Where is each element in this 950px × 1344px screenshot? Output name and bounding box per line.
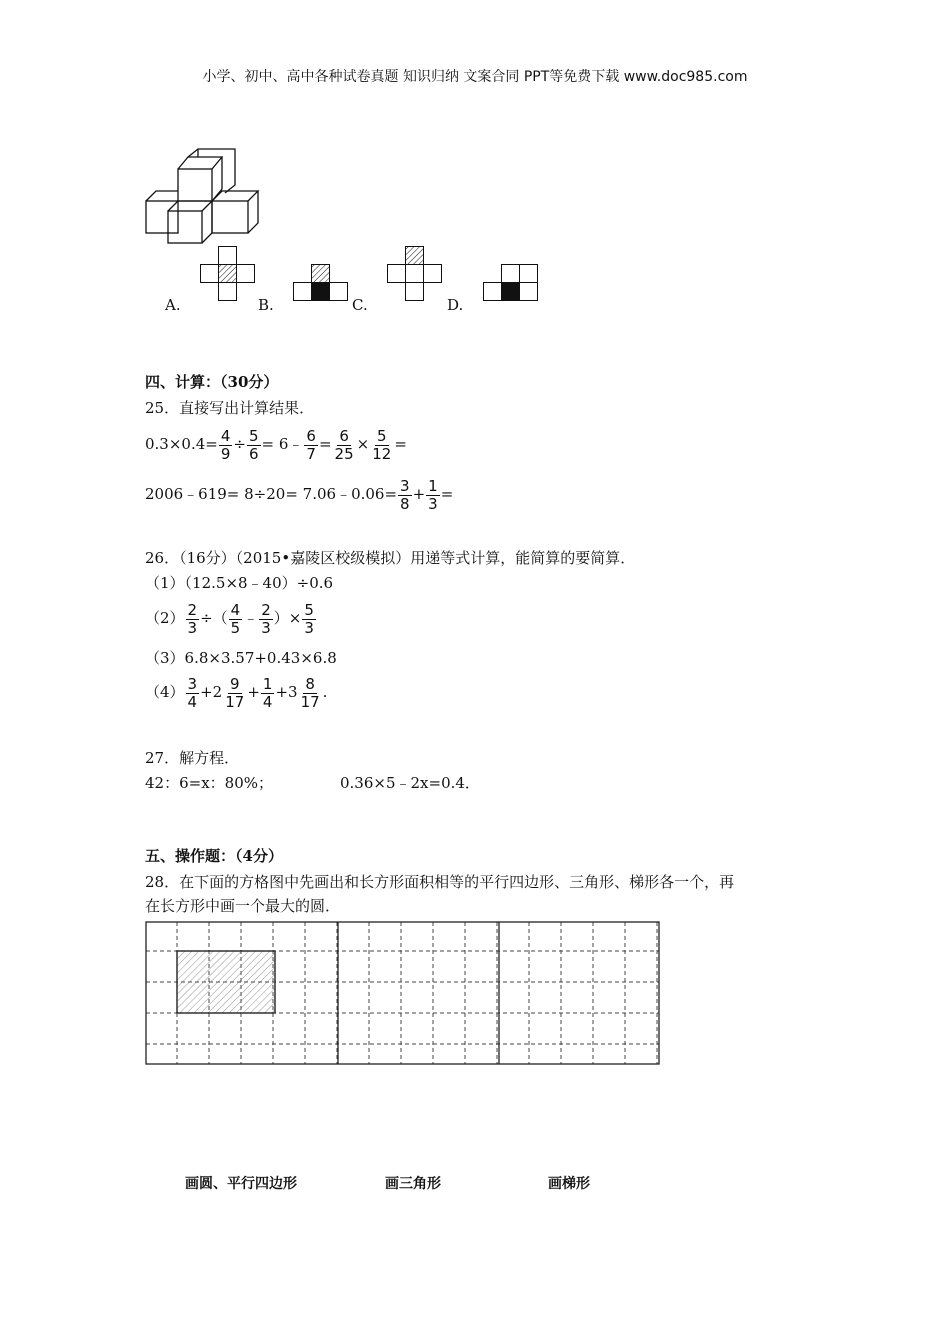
fraction: $\frac{2}{3}$ (187, 600, 198, 637)
fraction: $\frac{5}{3}$ (304, 600, 314, 637)
q27-equation-1: 42：6=x：80%； (145, 774, 273, 792)
option-b-label: B. (258, 296, 274, 314)
fraction: $\frac{4}{9}$ (220, 426, 231, 463)
grid-label-3: 画梯形 (548, 1176, 590, 1192)
q25-r1-a: 0.3×0.4= (145, 435, 218, 453)
q26-title: 26．（16分）（2015•嘉陵区校级模拟）用递等式计算，能简算的要简算． (145, 549, 636, 567)
fraction: $\frac{9}{17}$ (225, 674, 245, 711)
q27-equation-2: 0.36×5﹣2x=0.4． (340, 774, 480, 792)
fraction: $\frac{1}{3}$ (428, 476, 438, 513)
q27-title: 27．解方程． (145, 749, 240, 767)
drawing-grid[interactable] (145, 920, 661, 1066)
q28-line-1: 28．在下面的方格图中先画出和长方形面积相等的平行四边形、三角形、梯形各一个，再 (145, 873, 735, 891)
cube-stack-figure (140, 145, 265, 245)
q26-part1: （1）（12.5×8﹣40）÷0.6 (145, 574, 334, 592)
grid-label-1: 画圆、平行四边形 (185, 1176, 297, 1192)
fraction: $\frac{6}{25}$ (334, 426, 354, 463)
fraction: $\frac{1}{4}$ (262, 674, 273, 711)
fraction: $\frac{4}{5}$ (230, 600, 241, 637)
fraction: $\frac{3}{8}$ (400, 476, 410, 513)
option-b-figure (292, 264, 350, 304)
page-header: 小学、初中、高中各种试卷真题 知识归纳 文案合同 PPT等免费下载 www.doc985.com (202, 69, 748, 85)
fraction: $\frac{8}{17}$ (300, 674, 320, 711)
q26-part4: （4） $\frac{3}{4}$ +2 $\frac{9}{17}$ + $\frac{1}{4}$ +3 $\frac{8}{17}$ . (145, 674, 328, 711)
q28-line-2: 在长方形中画一个最大的圆． (145, 897, 341, 915)
option-d-figure (482, 264, 540, 304)
option-a-label: A. (165, 296, 181, 314)
section-4-title: 四、计算：（30分） (145, 373, 279, 391)
q25-title: 25．直接写出计算结果． (145, 399, 315, 417)
section-5-title: 五、操作题：（4分） (145, 847, 283, 865)
q25-row1: 0.3×0.4= $\frac{4}{9}$ ÷ $\frac{5}{6}$ = 6﹣ $\frac{6}{7}$ = $\frac{6}{25}$ × $\frac{5}{12}$ = (145, 426, 407, 463)
option-c-figure (386, 246, 444, 304)
fraction: $\frac{6}{7}$ (306, 426, 316, 463)
fraction: $\frac{5}{6}$ (248, 426, 259, 463)
option-a-figure (200, 246, 256, 304)
shaded-rectangle (177, 951, 275, 1013)
q25-row2: 2006﹣619= 8÷20= 7.06﹣0.06= $\frac{3}{8}$ + $\frac{1}{3}$ = (145, 476, 454, 513)
grid-label-2: 画三角形 (385, 1176, 441, 1192)
q26-part2: （2） $\frac{2}{3}$ ÷（ $\frac{4}{5}$ ﹣ $\frac{2}{3}$ ）× $\frac{5}{3}$ (145, 600, 314, 637)
fraction: $\frac{3}{4}$ (187, 674, 198, 711)
fraction: $\frac{2}{3}$ (261, 600, 271, 637)
option-c-label: C. (352, 296, 368, 314)
fraction: $\frac{5}{12}$ (372, 426, 392, 463)
q26-part3: （3）6.8×3.57+0.43×6.8 (145, 649, 337, 667)
option-d-label: D. (447, 296, 464, 314)
